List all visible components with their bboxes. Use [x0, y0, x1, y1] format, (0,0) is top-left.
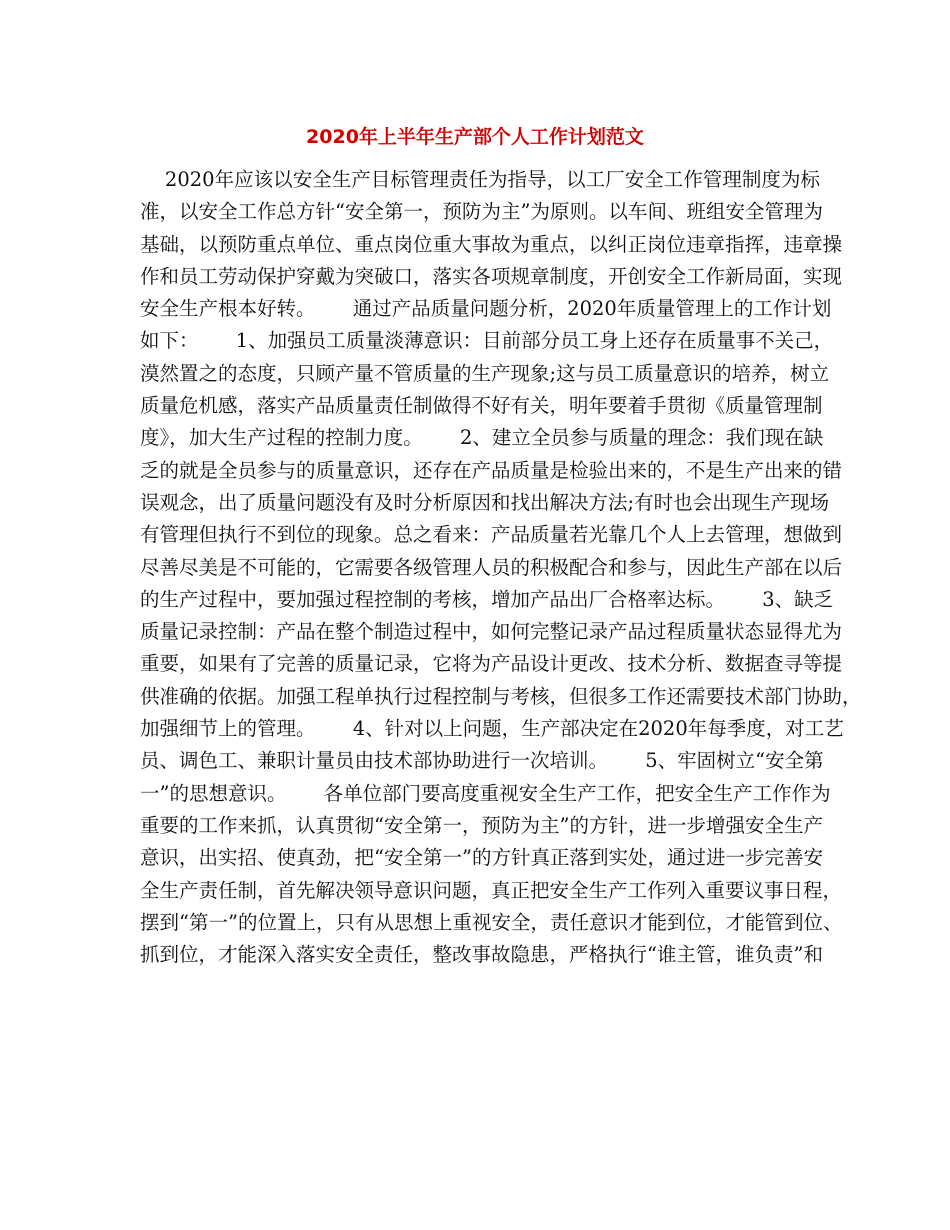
body-line: 安全生产根本好转。 通过产品质量问题分析，2020年质量管理上的工作计划: [140, 297, 832, 321]
body-line: 如下： 1、加强员工质量淡薄意识：目前部分员工身上还存在质量事不关己，: [140, 329, 834, 353]
body-line: 加强细节上的管理。 4、针对以上问题，生产部决定在2020年每季度，对工艺: [140, 717, 844, 741]
body-line: 作和员工劳动保护穿戴为突破口，落实各项规章制度，开创安全工作新局面，实现: [140, 264, 843, 288]
document-body: [140, 164, 862, 971]
body-line: 度》，加大生产过程的控制力度。 2、建立全员参与质量的理念：我们现在缺: [140, 426, 824, 450]
body-line: 意识，出实招、使真劲，把“安全第一”的方针真正落到实处，通过进一步完善安: [140, 846, 823, 870]
body-line: 尽善尽美是不可能的，它需要各级管理人员的积极配合和参与，因此生产部在以后: [140, 555, 843, 579]
body-line: 摆到“第一”的位置上，只有从思想上重视安全，责任意识才能到位，才能管到位、: [140, 910, 843, 934]
body-line: 抓到位，才能深入落实安全责任，整改事故隐患，严格执行“谁主管，谁负责”和: [140, 943, 823, 967]
body-line: 乏的就是全员参与的质量意识，还存在产品质量是检验出来的，不是生产出来的错: [140, 458, 843, 482]
body-line: 有管理但执行不到位的现象。总之看来：产品质量若光靠几个人上去管理，想做到: [140, 523, 843, 547]
body-line: 一”的思想意识。 各单位部门要高度重视安全生产工作，把安全生产工作作为: [140, 781, 831, 805]
body-line: 漠然置之的态度，只顾产量不管质量的生产现象;这与员工质量意识的培养，树立: [140, 361, 830, 385]
body-line: 供准确的依据。加强工程单执行过程控制与考核，但很多工作还需要技术部门协助，: [140, 684, 862, 708]
body-line: 的生产过程中，要加强过程控制的考核，增加产品出厂合格率达标。 3、缺乏: [140, 587, 834, 611]
body-line: 误观念，出了质量问题没有及时分析原因和找出解决方法;有时也会出现生产现场: [140, 490, 830, 514]
body-line: 质量记录控制：产品在整个制造过程中，如何完整记录产品过程质量状态显得尤为: [140, 620, 843, 644]
body-line: 2020年应该以安全生产目标管理责任为指导，以工厂安全工作管理制度为标: [140, 168, 820, 191]
body-line: 重要的工作来抓，认真贯彻“安全第一，预防为主”的方针，进一步增强安全生产: [140, 813, 823, 837]
body-line: 员、调色工、兼职计量员由技术部协助进行一次培训。 5、牢固树立“安全第: [140, 749, 824, 773]
body-line: 质量危机感，落实产品质量责任制做得不好有关，明年要着手贯彻《质量管理制: [140, 394, 823, 418]
body-line: 全生产责任制，首先解决领导意识问题，真正把安全生产工作列入重要议事日程，: [140, 878, 843, 902]
body-line: 准，以安全工作总方针“安全第一，预防为主”为原则。以车间、班组安全管理为: [140, 200, 823, 224]
body-line: 基础，以预防重点单位、重点岗位重大事故为重点，以纠正岗位违章指挥，违章操: [140, 232, 843, 256]
body-line: 重要，如果有了完善的质量记录，它将为产品设计更改、技术分析、数据查寻等提: [140, 652, 843, 676]
document-title: 2020年上半年生产部个人工作计划范文: [306, 126, 644, 148]
